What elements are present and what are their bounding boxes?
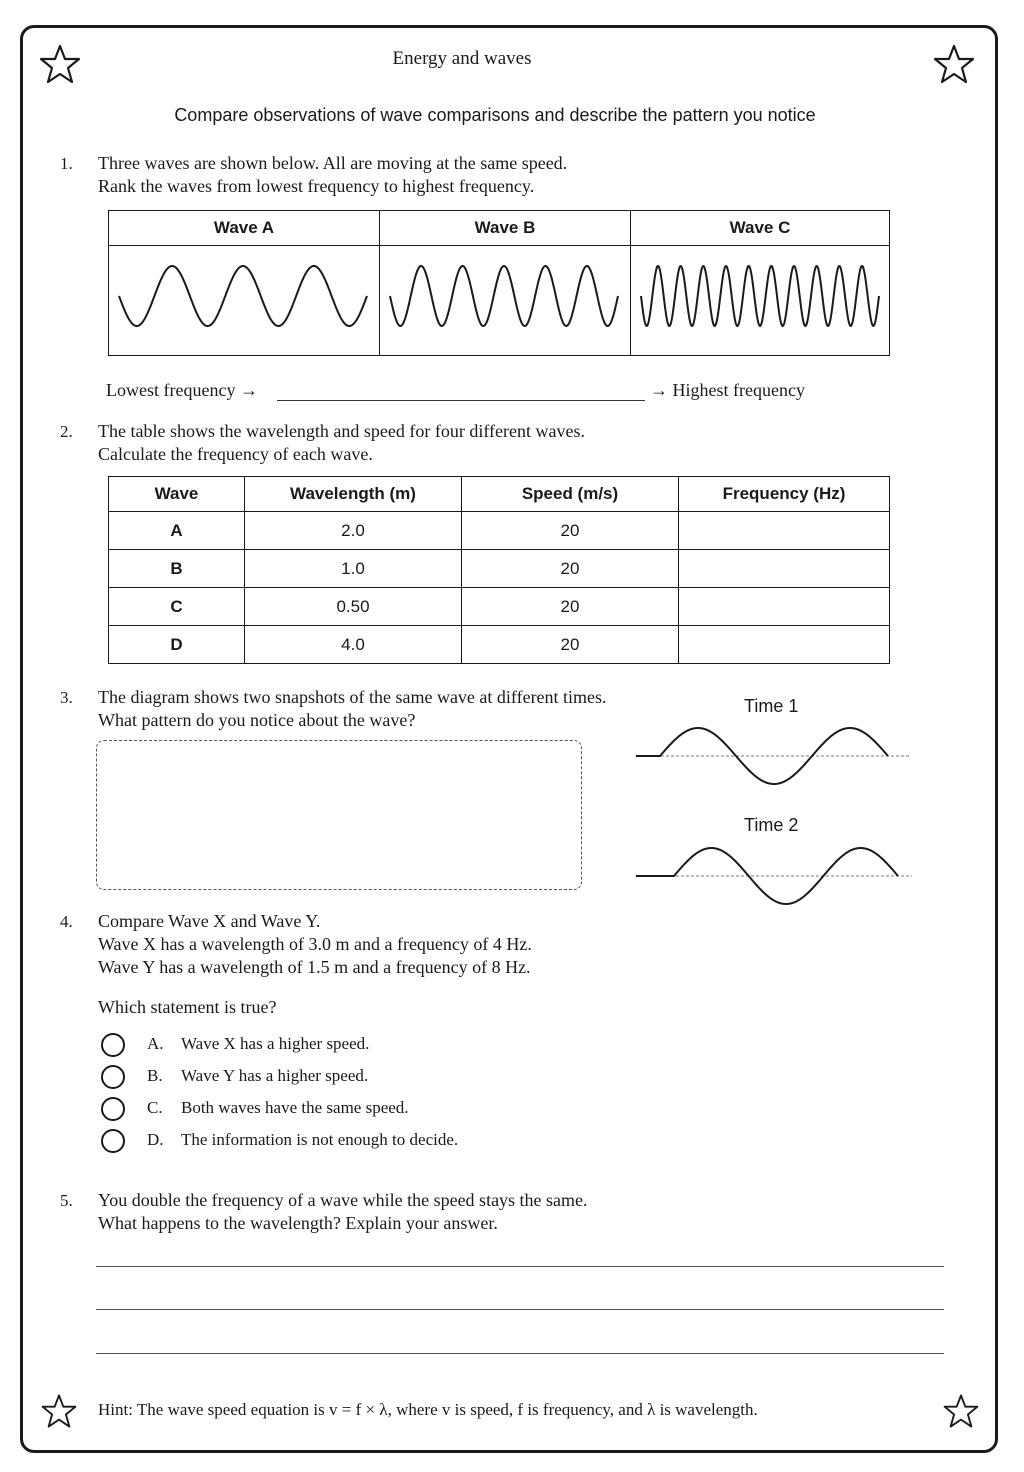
q4-number: 4.: [60, 912, 73, 931]
col-speed-header: Speed (m/s): [462, 477, 679, 512]
table-row: [109, 588, 890, 626]
q4-text: [98, 910, 532, 979]
q1-line2: Rank the waves from lowest frequency to highest frequency.: [98, 176, 535, 196]
q3-number: 3.: [60, 688, 73, 707]
star-icon-bottom-left: [40, 1392, 78, 1430]
q5-answer-line-3[interactable]: [96, 1353, 944, 1354]
row-frequency-answer[interactable]: [679, 550, 890, 588]
q1-number: 1.: [60, 154, 73, 173]
row-wavelength: 0.50: [245, 588, 462, 626]
row-speed: 20: [462, 588, 679, 626]
q4-line2: Wave X has a wavelength of 3.0 m and a frequency of 4 Hz.: [98, 934, 532, 954]
star-icon-top-right: [932, 42, 976, 86]
q1-text: [98, 152, 567, 198]
wave-line-a: [119, 266, 367, 326]
row-wavelength: 4.0: [245, 626, 462, 664]
row-frequency-answer[interactable]: [679, 626, 890, 664]
wave-c-drawing: [631, 246, 889, 350]
wave-c-cell: [631, 246, 890, 356]
q2-line1: The table shows the wavelength and speed for four different waves.: [98, 421, 586, 441]
wave-c-header: Wave C: [631, 211, 890, 246]
wave-a-drawing: [109, 246, 377, 350]
wave-b-header: Wave B: [380, 211, 631, 246]
row-wave: B: [109, 550, 245, 588]
q2-line2: Calculate the frequency of each wave.: [98, 444, 373, 464]
highest-frequency-label: → Highest frequency: [650, 380, 805, 400]
time1-wave-diagram: [630, 718, 915, 793]
q3-answer-box[interactable]: [96, 740, 582, 890]
page-subtitle: Compare observations of wave comparisons and describe the pattern you notice: [174, 105, 816, 125]
q5-answer-line-1[interactable]: [96, 1266, 944, 1267]
option-d-radio[interactable]: [101, 1129, 125, 1153]
q1-wave-table: [108, 210, 890, 356]
option-d-letter: D.: [147, 1130, 164, 1149]
table-row: [109, 550, 890, 588]
option-b-radio[interactable]: [101, 1065, 125, 1089]
option-d-text: The information is not enough to decide.: [181, 1130, 459, 1149]
col-wave-header: Wave: [109, 477, 245, 512]
q4-line3: Wave Y has a wavelength of 1.5 m and a frequency of 8 Hz.: [98, 957, 531, 977]
q4-prompt: Which statement is true?: [98, 997, 277, 1017]
row-wavelength: 2.0: [245, 512, 462, 550]
q1-line1: Three waves are shown below. All are moving at the same speed.: [98, 153, 568, 173]
wave-b-drawing: [380, 246, 628, 350]
row-wave: A: [109, 512, 245, 550]
row-speed: 20: [462, 626, 679, 664]
wave-b-cell: [380, 246, 631, 356]
option-a-text: Wave X has a higher speed.: [181, 1034, 370, 1053]
wave-line-b: [390, 266, 618, 326]
row-speed: 20: [462, 512, 679, 550]
table-row: [109, 512, 890, 550]
q5-number: 5.: [60, 1191, 73, 1210]
ranking-answer-line[interactable]: [277, 400, 645, 401]
table-row: [109, 626, 890, 664]
q5-text: [98, 1189, 588, 1235]
q3-line1: The diagram shows two snapshots of the same wave at different times.: [98, 687, 607, 707]
option-a-radio[interactable]: [101, 1033, 125, 1057]
row-frequency-answer[interactable]: [679, 512, 890, 550]
col-frequency-header: Frequency (Hz): [679, 477, 890, 512]
wave-a-cell: [109, 246, 380, 356]
row-wavelength: 1.0: [245, 550, 462, 588]
wave-a-header: Wave A: [109, 211, 380, 246]
option-b-text: Wave Y has a higher speed.: [181, 1066, 369, 1085]
star-icon-bottom-right: [942, 1392, 980, 1430]
q2-number: 2.: [60, 422, 73, 441]
row-frequency-answer[interactable]: [679, 588, 890, 626]
q5-line1: You double the frequency of a wave while the speed stays the same.: [98, 1190, 588, 1210]
time2-label: Time 2: [744, 815, 799, 835]
col-wavelength-header: Wavelength (m): [245, 477, 462, 512]
q3-line2: What pattern do you notice about the wave?: [98, 710, 416, 730]
time2-wave-diagram: [630, 838, 915, 913]
option-c-letter: C.: [147, 1098, 163, 1117]
q2-text: [98, 420, 585, 466]
lowest-frequency-label: Lowest frequency →: [106, 380, 258, 400]
option-b-letter: B.: [147, 1066, 163, 1085]
q5-line2: What happens to the wavelength? Explain your answer.: [98, 1213, 498, 1233]
time1-label: Time 1: [744, 696, 799, 716]
q3-text: [98, 686, 607, 732]
option-a-letter: A.: [147, 1034, 164, 1053]
page-title: Energy and waves: [392, 48, 532, 69]
q5-answer-line-2[interactable]: [96, 1309, 944, 1310]
row-wave: C: [109, 588, 245, 626]
option-c-text: Both waves have the same speed.: [181, 1098, 409, 1117]
wave-line-c: [641, 266, 879, 326]
row-wave: D: [109, 626, 245, 664]
hint-text: Hint: The wave speed equation is v = f × λ, where v is speed, f is frequency, and λ is wavelength.: [98, 1400, 758, 1419]
row-speed: 20: [462, 550, 679, 588]
q4-line1: Compare Wave X and Wave Y.: [98, 911, 321, 931]
q2-frequency-table: [108, 476, 890, 664]
option-c-radio[interactable]: [101, 1097, 125, 1121]
